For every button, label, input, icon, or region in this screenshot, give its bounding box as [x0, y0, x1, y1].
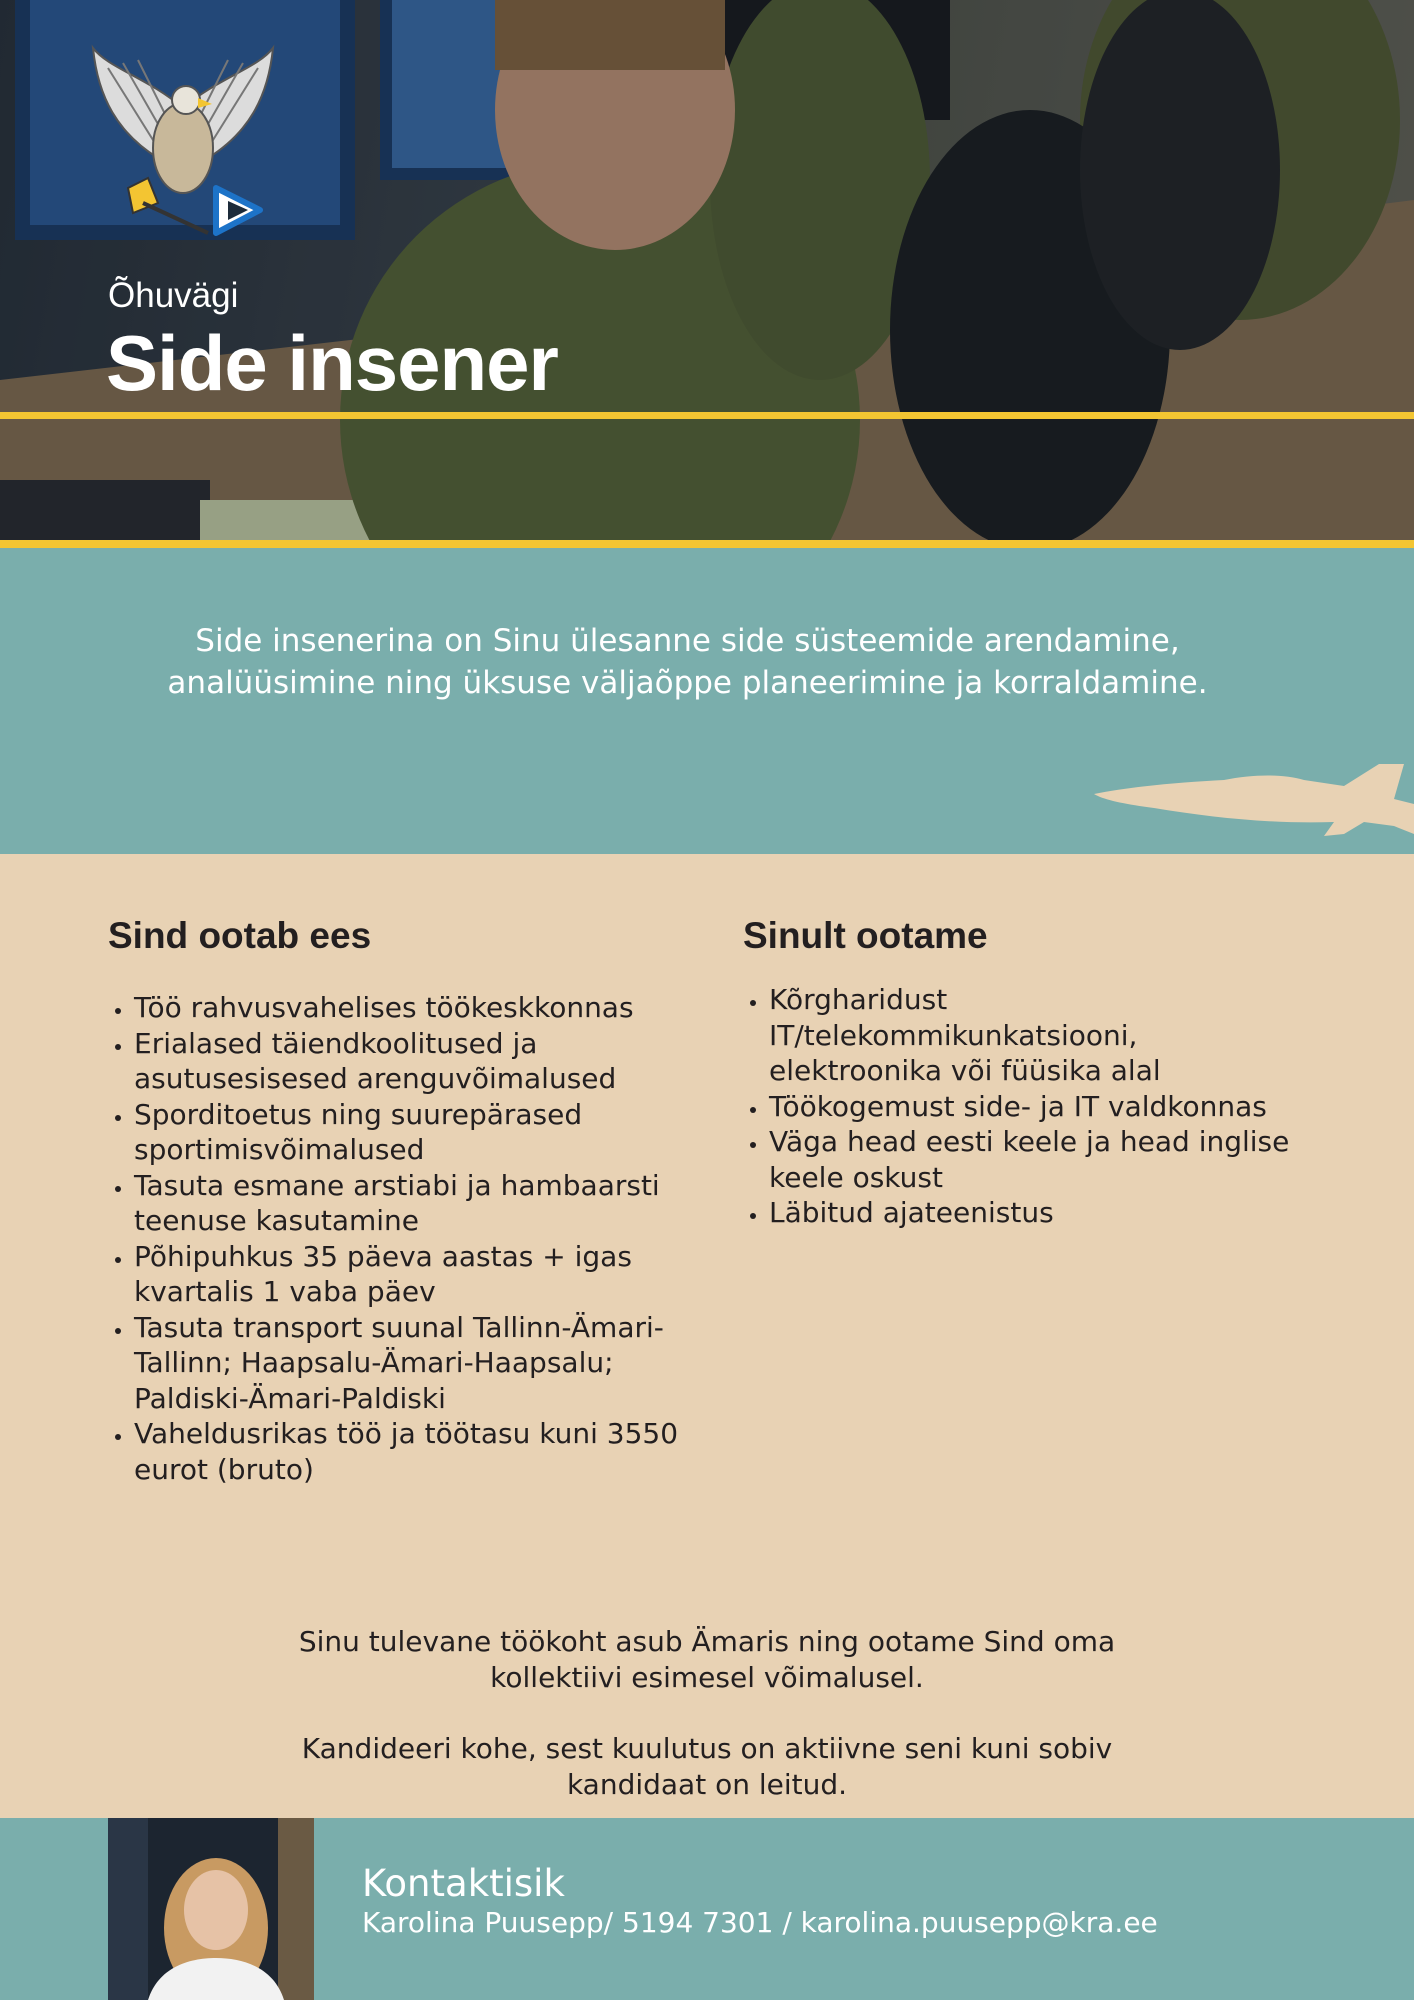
list-item: • Läbitud ajateenistus	[769, 1195, 1303, 1231]
expect-section	[743, 910, 1303, 1231]
list-item: • Kõrgharidust IT/telekommikunkatsiooni, elektroonika või füüsika alal	[769, 982, 1303, 1089]
list-item: • Töökogemust side- ja IT valdkonnas	[769, 1089, 1303, 1125]
page-title: Side insener	[106, 319, 558, 407]
contact-photo	[108, 1818, 314, 2000]
accent-line-top	[0, 412, 1414, 419]
offer-list	[108, 990, 708, 1487]
play-triangle-icon	[216, 188, 260, 233]
list-item: • Töö rahvusvahelises töökeskkonnas	[134, 990, 708, 1026]
list-item: • Vaheldusrikas töö ja töötasu kuni 3550 eurot (bruto)	[134, 1416, 708, 1487]
expect-list	[743, 982, 1303, 1231]
list-item: • Tasuta transport suunal Tallinn-Ämari-Tallinn; Haapsalu-Ämari-Haapsalu; Paldiski-Ämari-Paldiski	[134, 1310, 708, 1417]
contact-footer	[0, 1818, 1414, 2000]
intro-band	[0, 548, 1414, 854]
list-item: • Erialased täiendkoolitused ja asutusesisesed arenguvõimalused	[134, 1026, 708, 1097]
closing-text	[250, 1624, 1164, 1838]
list-item: • Väga head eesti keele ja head inglise keele oskust	[769, 1124, 1303, 1195]
offer-section	[108, 910, 708, 1487]
offer-heading: Sind ootab ees	[108, 915, 372, 956]
list-item: • Tasuta esmane arstiabi ja hambaarsti teenuse kasutamine	[134, 1168, 708, 1239]
fighter-jet-icon	[1094, 764, 1414, 854]
list-item: • Sporditoetus ning suurepärased sportimisvõimalused	[134, 1097, 708, 1168]
branch-label: Õhuvägi	[108, 276, 239, 315]
accent-line-bottom	[0, 540, 1414, 548]
closing-paragraph-location: Sinu tulevane töökoht asub Ämaris ning ootame Sind oma kollektiivi esimesel võimalusel.	[298, 1625, 1116, 1694]
expect-heading: Sinult ootame	[743, 915, 988, 956]
list-item: • Põhipuhkus 35 päeva aastas + igas kvartalis 1 vaba päev	[134, 1239, 708, 1310]
hero-banner	[0, 0, 1414, 540]
closing-paragraph-apply: Kandideeri kohe, sest kuulutus on aktiivne seni kuni sobiv kandidaat on leitud.	[301, 1732, 1113, 1801]
contact-label: Kontaktisik	[362, 1862, 565, 1905]
eagle-emblem-icon	[88, 38, 278, 238]
intro-text: Side insenerina on Sinu ülesanne side süsteemide arendamine, analüüsimine ning üksuse väljaõppe planeerimine ja korraldamine.	[167, 623, 1208, 701]
contact-info: Karolina Puusepp/ 5194 7301 / karolina.puusepp@kra.ee	[362, 1906, 1158, 1939]
